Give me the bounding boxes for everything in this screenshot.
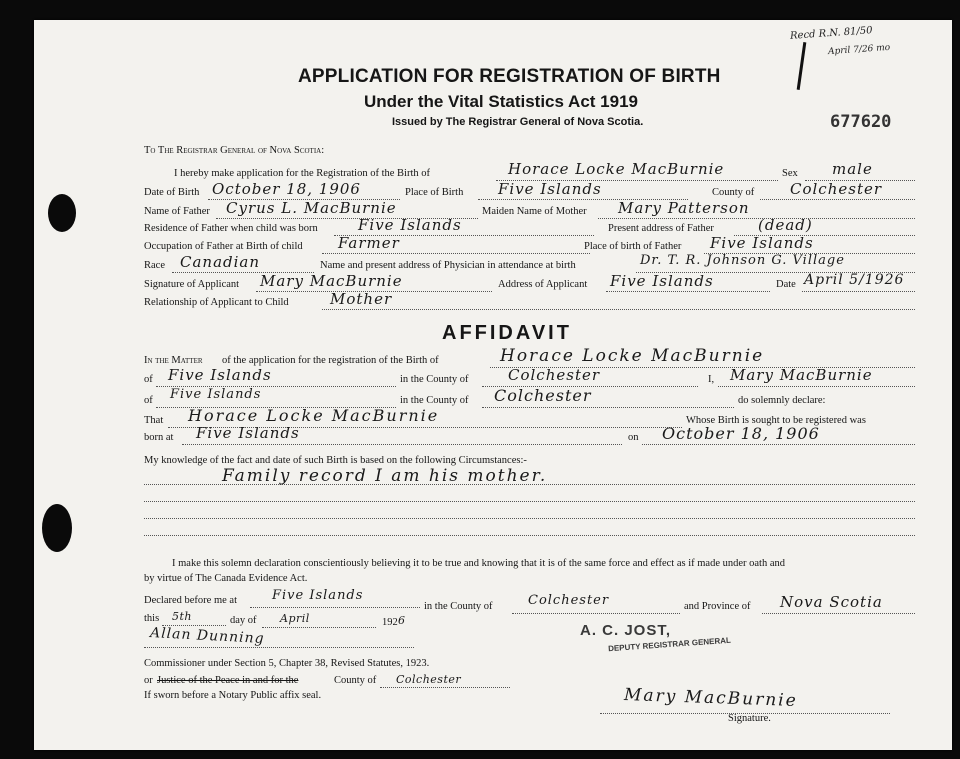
date-label: Date [776,279,796,290]
form-subtitle: Under the Vital Statistics Act 1919 [364,92,638,111]
father-residence-label: Residence of Father when child was born [144,223,318,234]
declared-at-value: Five Islands [272,588,364,603]
binder-hole-bottom [42,504,72,552]
in-county-value-2: Colchester [494,386,592,405]
form-title: APPLICATION FOR REGISTRATION OF BIRTH [298,66,721,87]
i-label: I, [708,374,715,385]
this-label: this [144,613,160,624]
relationship-value: Mother [330,290,393,308]
in-county-label: in the County of [400,374,469,385]
present-address-label: Present address of Father [608,223,714,234]
father-birthplace-value: Five Islands [710,234,814,252]
physician-label: Name and present address of Physician in attendance at birth [320,260,576,271]
year-suffix: 6 [398,614,406,627]
day-value: 5th [172,610,193,623]
child-name-value: Horace Locke MacBurnie [508,160,725,178]
justice-county-label: County of [334,675,377,686]
on-label: on [628,432,639,443]
present-address-value: (dead) [758,216,813,234]
commissioner-label: Commissioner under Section 5, Chapter 38, Revised Statutes, 1923. [144,658,430,669]
occupation-label: Occupation of Father at Birth of child [144,241,303,252]
declared-label: Declared before me at [144,595,237,606]
matter-label-cont: of the application for the registration of the Birth of [222,355,439,366]
in-county-label-2: in the County of [400,395,469,406]
relationship-label: Relationship of Applicant to Child [144,297,289,308]
that-label: That [144,415,164,426]
deponent-value: Mary MacBurnie [730,366,873,384]
registrar-stamp-title: DEPUTY REGISTRAR GENERAL [607,635,732,654]
justice-or-label: or [144,675,153,686]
declared-county-label: in the County of [424,601,493,612]
sex-value: male [832,160,873,178]
dob-value: October 18, 1906 [212,180,361,198]
notary-label: If sworn before a Notary Public affix seal. [144,690,322,701]
corner-note: Recd R.N. 81/50 [789,25,873,42]
knowledge-label: My knowledge of the fact and date of such Birth is based on the following Circumstances:- [144,455,527,466]
declaration-text: I make this solemn declaration conscientiously believing it to be true and knowing that it is of the same force and effect as if made under oath and [172,558,785,569]
date-value: April 5/1926 [804,272,905,288]
justice-struck-label: Justice of the Peace in and for the [157,675,299,686]
addressee: To The Registrar General of Nova Scotia: [144,145,325,156]
of-label-2: of [144,395,153,406]
matter-label: In the Matter [144,355,203,366]
province-label: and Province of [684,601,751,612]
commissioner-signature: Allan Dunning [149,625,265,647]
race-value: Canadian [180,253,261,271]
occupation-value: Farmer [338,234,400,252]
intro-label: I hereby make application for the Registration of the Birth of [174,168,431,179]
declared-county-value: Colchester [528,593,610,608]
declaration-text-2: by virtue of The Canada Evidence Act. [144,573,308,584]
father-birthplace-label: Place of birth of Father [584,241,682,252]
applicant-sig-label: Signature of Applicant [144,279,240,290]
in-county-value: Colchester [508,366,601,384]
year-prefix: 192 [382,617,398,628]
matter-child-value: Horace Locke MacBurnie [500,346,765,366]
born-on-value: October 18, 1906 [662,424,820,443]
physician-value: Dr. T. R. Johnson G. Village [640,253,845,268]
county-label: County of [712,187,755,198]
pob-value: Five Islands [498,180,602,198]
signature-label: Signature. [728,713,771,724]
serial-number: 677620 [830,112,892,132]
of-place-value: Five Islands [168,366,272,384]
whose-birth-label: Whose Birth is sought to be registered was [686,415,866,426]
father-label: Name of Father [144,206,210,217]
applicant-signature: Mary MacBurnie [623,684,799,712]
mother-name-value: Mary Patterson [618,199,750,217]
binder-hole-top [48,194,76,232]
mother-label: Maiden Name of Mother [482,206,587,217]
applicant-address-label: Address of Applicant [498,279,588,290]
dob-label: Date of Birth [144,187,200,198]
justice-county-value: Colchester [396,673,462,686]
declare-label: do solemnly declare: [738,395,826,406]
pob-label: Place of Birth [405,187,464,198]
month-value: April [280,612,310,625]
applicant-address-value: Five Islands [610,272,714,290]
form-issuer: Issued by The Registrar General of Nova Scotia. [392,116,644,128]
of-label: of [144,374,153,385]
day-of-label: day of [230,615,257,626]
of-place-value-2: Five Islands [170,387,262,402]
father-residence-value: Five Islands [358,216,462,234]
born-at-label: born at [144,432,174,443]
that-name-value: Horace Locke MacBurnie [188,406,440,425]
affidavit-title: AFFIDAVIT [442,322,572,344]
corner-note-date: April 7/26 mo [827,42,891,58]
circumstances-value: Family record I am his mother. [222,466,548,486]
applicant-sig-value: Mary MacBurnie [260,272,403,290]
born-at-value: Five Islands [196,424,300,442]
race-label: Race [144,260,165,271]
father-name-value: Cyrus L. MacBurnie [226,199,397,217]
county-value: Colchester [790,180,883,198]
sex-label: Sex [782,168,798,179]
province-value: Nova Scotia [780,593,883,611]
registrar-stamp-name: A. C. JOST, [580,622,672,639]
